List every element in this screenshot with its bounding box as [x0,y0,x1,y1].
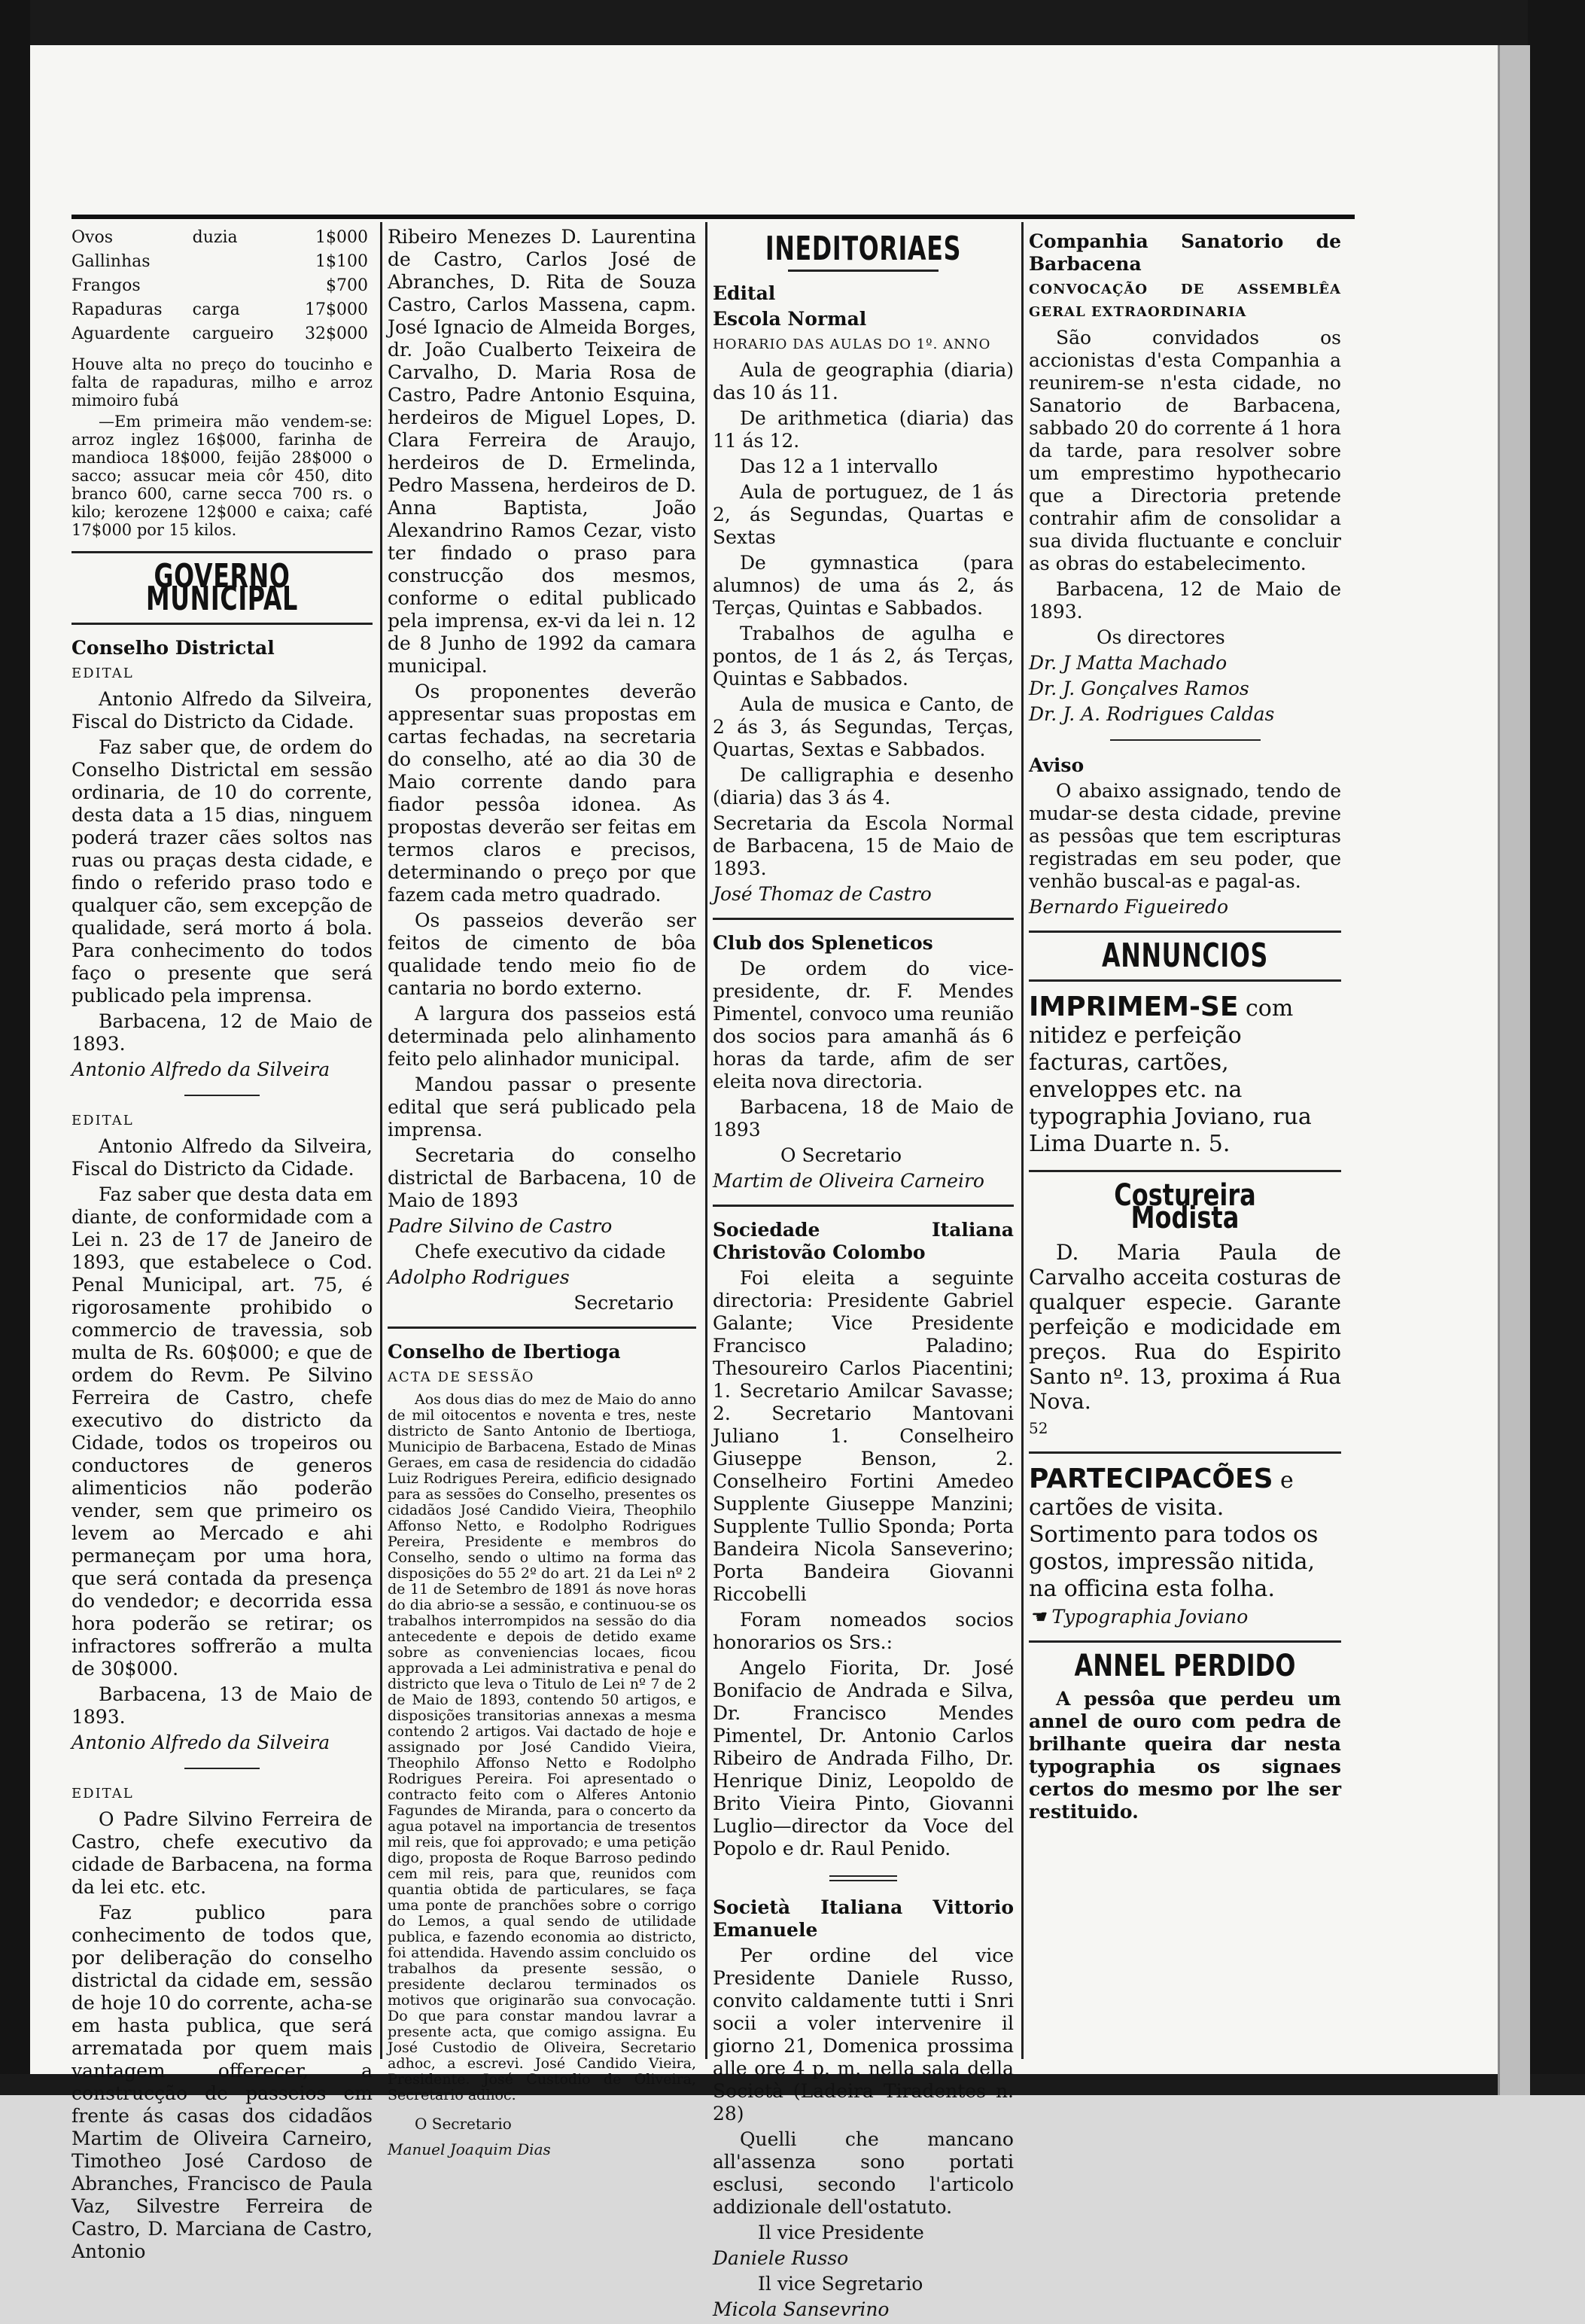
edital-text: Antonio Alfredo da Silveira, Fiscal do Districto da Cidade. [71,688,373,733]
separator [184,1768,260,1769]
director-name: Dr. J. Gonçalves Ramos [1029,678,1249,699]
horario-list [713,359,1014,809]
edital-label: Edital [713,282,776,304]
market-note-1: Houve alta no preço do toucinho e falta de rapaduras, milho e arroz mimoiro fubá [71,355,373,410]
edital-continuation: Mandou passar o presente edital que será publicado pela imprensa. [388,1074,696,1141]
companhia-text: São convidados os accionistas d'esta Companhia a reunirem-se n'esta cidade, no Sanatorio de Barbacena, sabbado 20 do corrente á 1 hora da tarde, para resolver sobre um emprestimo hypothecario que a Directoria pretende contrahir afim de consolidar a sua divida fluctuante e concluir as obras do estabelecimento. [1029,327,1341,574]
vittorio-title: Società Italiana Vittorio Emanuele [713,1896,1014,1941]
edital-label: EDITAL [71,1113,134,1128]
column-3 [713,226,1014,2324]
page-edge [1498,45,1530,2095]
ibertioga-text: Aos dous dias do mez de Maio do anno de mil oitocentos e noventa e tres, neste districto de Santo Antonio de Ibertioga, Municipio de Barbacena, Estado de Minas Geraes, em casa de residencia do cidadão Luiz Rodrigues Pereira, edificio designado para as sessões do Conselho, presentes os cidadãos José Candido Vieira, Theophilo Affonso Netto, e Rodolpho Rodrigues Pereira, Presidente e membros do Conselho, sendo o ultimo na forma das disposições do 55 2º do art. 21 da Lei nº 2 de 11 de Setembro de 1891 ás nove horas do dia abrio-se a sessão, e continuou-se os trabalhos interrompidos na sessão do dia antecedente e depois de detido exame sobre as conveniencias locaes, ficou approvada a Lei administrativa e penal do districto que leva o Titulo de Lei nº 7 de 2 de Maio de 1893, contendo 50 artigos, e disposições transitorias annexas a mesma contendo 2 artigos. Vai dactado de hoje e assignado por José Candido Vieira, Theophilo Affonso Netto e Rodolpho Rodrigues Pereira. Foi apresentado o contracto feito com o Alferes Antonio Fagundes de Miranda, para o concerto da agua potavel na importancia de tresentos mil reis, que foi approvado; e uma petição digo, proposta de Roque Barroso pedindo cem mil reis, para que, reunidos com quantia obtida de particulares, se faça uma ponte de pranchões sobre o corrigo do Lemos, a qual sendo de utilidade publica, e fazendo economia ao districto, foi attendida. Havendo assim concluido os trabalhos da presente sessão, o presidente declarou terminados os motivos que originarão sua convocação. Do que para constar mandou lavrar a presente acta, que comigo assigna. Eu José Custodio de Oliveira, Secretario adhoc, a escrevi. José Candido Vieira, Presidente. José Custodio de Oliveira, Secretario adhoc. [388,1391,696,2103]
escola-title: Escola Normal [713,308,867,330]
column-1 [71,226,373,2266]
price-unit: cargueiro [192,324,274,343]
horario-line: Das 12 a 1 intervallo [740,455,939,477]
ad-partecipacoes-text: e cartões de visita. Sortimento para todos os gostos, impressão nitida, na officina esta folha. [1029,1467,1319,1602]
ibertioga-signature: Manuel Joaquim Dias [388,2140,551,2158]
price-unit: carga [192,300,240,319]
separator [1110,739,1261,741]
horario-line: De gymnastica (para alumnos) de uma ás 2, ás Terças, Quintas e Sabbados. [713,552,1014,619]
scan-border-right [1528,0,1585,2095]
price-unit: duzia [192,228,238,247]
edital-label: EDITAL [71,1786,134,1802]
sociedade-text: Foram nomeados socios honorarios os Srs.: [713,1609,1014,1653]
director-name: Dr. J. A. Rodrigues Caldas [1029,703,1275,725]
escola-secretaria: Secretaria da Escola Normal de Barbacena, 15 de Maio de 1893. [713,812,1014,879]
market-note-2: —Em primeira mão vendem-se: arroz inglez 16$000, farinha de mandioca 18$000, feijão 28$000 o sacco; assucar meia côr 450, dito branco 600, carne secca 700 rs. o kilo; kerozene 12$000 e caixa; café 17$000 por 15 kilos. [71,413,373,539]
section-rule [713,918,1014,920]
edital-text: Faz saber que desta data em diante, de conformidade com a Lei n. 23 de 17 de Janeiro de 1893, que estabelece o Cod. Penal Municipal, art. 75, é rigorosamente prohibido o commercio de travessia, sob multa de Rs. 60$000; e que de ordem do Revm. Pe Silvino Ferreira de Castro, chefe executivo do districto da Cidade, todos os tropeiros ou conductores de generos alimenticios não poderão vender, sem que primeiro os levem ao Mercado e ahi permaneçam por uma hora, que será contada da presença do vendedor; e decorrida essa hora poderão se retirar; os infractores soffrerão a multa de 30$000. [71,1183,373,1680]
club-text: De ordem do vice-presidente, dr. F. Mendes Pimentel, convoco uma reunião dos socios para amanhã ás 6 horas da tarde, afim de ser eleita nova directoria. [713,958,1014,1092]
vittorio-role: Il vice Segretario [758,2273,923,2295]
edital-signature: Antonio Alfredo da Silveira [71,1732,330,1753]
section-rule [388,1326,696,1329]
edital-text: O Padre Silvino Ferreira de Castro, chefe executivo da cidade de Barbacena, na forma da lei etc. etc. [71,1808,373,1898]
price-price: 1$100 [315,252,368,271]
edital-text: Faz publico para conhecimento de todos que, por deliberação do conselho districtal da cidade em, sessão de hoje 10 do corrente, acha-se em hasta publica, que será arrematada por quem mais vantagem offerecer, a construcção de passeios em frente ás casas dos cidadãos Martim de Oliveira Carneiro, Timotheo José Cardoso de Abranches, Francisco de Paula Vaz, Silvestre Ferreira de Castro, D. Marciana de Castro, Antonio [71,1902,373,2262]
companhia-title: Companhia Sanatorio de Barbacena [1029,230,1341,275]
companhia-subtitle: CONVOCAÇÃO DE ASSEMBLÊA GERAL EXTRAORDINARIA [1029,282,1341,320]
signature: Padre Silvino de Castro [388,1215,613,1237]
price-unit [193,250,294,274]
companhia-date: Barbacena, 12 de Maio de 1893. [1029,578,1341,623]
club-date: Barbacena, 18 de Maio de 1893 [713,1096,1014,1141]
directors-list [1029,652,1341,726]
separator [184,1095,260,1096]
section-rule [1029,931,1341,933]
vittorio-role: Il vice Presidente [758,2222,924,2243]
section-rule [1029,1640,1341,1643]
signature-role: Secretario [573,1292,674,1314]
section-rule [1029,979,1341,982]
horario-line: Aula de portuguez, de 1 ás 2, ás Segundas, Quartas e Sextas [713,481,1014,548]
vittorio-text: Per ordine del vice Presidente Daniele Russo, convito caldamente tutti i Snri socii a voler intervenire il giorno 21, Domenica prossima alle ore 4 p. m. nella sala della Società (Ladeira Tiradentes n. 28) [713,1945,1014,2124]
horario-line: Aula de musica e Canto, de 2 ás 3, ás Segundas, Terças, Quartas, Sextas e Sabbados. [713,693,1014,760]
signature: Adolpho Rodrigues [388,1266,570,1288]
companhia-role: Os directores [1097,626,1225,648]
column-rule-2 [705,222,707,2059]
ad-costureira-title: Costureira Modista [1114,1178,1256,1235]
annuncios-title: ANNUNCIOS [1101,937,1269,975]
price-item: Rapaduras [71,300,163,319]
price-price: 1$000 [315,228,368,247]
edital-text: Antonio Alfredo da Silveira, Fiscal do Districto da Cidade. [71,1135,373,1180]
edital-date: Barbacena, 12 de Maio de 1893. [71,1010,373,1055]
separator [829,1875,897,1881]
ad-imprimem [1029,991,1341,1158]
edital-continuation: A largura dos passeios está determinada pelo alinhamento feito pelo alinhador municipal. [388,1003,696,1070]
edital-continuation: Ribeiro Menezes D. Laurentina de Castro, Carlos José de Abranches, D. Rita de Souza Castro, Carlos Massena, capm. José Ignacio de Almeida Borges, dr. João Cualberto Teixeira de Carvalho, D. Maria Rosa de Castro, Padre Antonio Esquina, herdeiros de Miguel Lopes, D. Clara Ferreira de Araujo, herdeiros de D. Ermelinda, Pedro Massena, herdeiros de D. Anna Baptista, João Alexandrino Ramos Cezar, visto ter findado o praso para construcção dos mesmos, conforme o edital publicado pela imprensa, ex-vi da lei n. 12 de 8 Junho de 1992 da camara municipal. [388,226,696,677]
edital-text: Faz saber que, de ordem do Conselho Districtal em sessão ordinaria, de 10 do corrente, desta data a 15 dias, ninguem poderá trazer cães soltos nas ruas ou praças desta cidade, e findo o referido praso todo e qualquer cão, sem excepção de qualidade, será morto á bola. Para conhecimento do todos faço o presente que será publicado pela imprensa. [71,736,373,1007]
top-rule [71,215,1355,219]
club-role: O Secretario [780,1144,902,1166]
edital-continuation: Secretaria do conselho districtal de Barbacena, 10 de Maio de 1893 [388,1144,696,1211]
ad-annel-text: A pessôa que perdeu um annel de ouro com pedra de brilhante queira dar nesta typographia os signaes certos do mesmo por lhe ser restituido. [1029,1688,1341,1823]
horario-line: Aula de geographia (diaria) das 10 ás 11. [713,359,1014,404]
signature-role: Chefe executivo da cidade [415,1241,666,1263]
ad-costureira-text: D. Maria Paula de Carvalho acceita costuras de qualquer especie. Garante perfeição e modicidade em preços. Rua do Espirito Santo nº. 13, proxima á Rua Nova. [1029,1240,1341,1414]
section-rule [1029,1451,1341,1454]
price-item: Frangos [71,276,141,295]
price-item: Aguardente [71,324,170,343]
section-rule [71,551,373,553]
price-unit [193,274,294,298]
horario-title: HORARIO DAS AULAS DO 1º. ANNO [713,337,991,352]
price-price: 17$000 [305,300,368,319]
ibertioga-label: ACTA DE SESSÃO [388,1369,535,1385]
aviso-signature: Bernardo Figueiredo [1029,896,1229,918]
vittorio-text: Quelli che mancano all'assenza sono portati esclusi, secondo l'articolo addizionale dell'ostatuto. [713,2128,1014,2218]
column-rule-1 [380,222,382,2059]
scan-border-top [0,0,1585,45]
section-rule [1029,1170,1341,1172]
ad-number: 52 [1029,1419,1048,1437]
section-rule [71,623,373,625]
price-item: Ovos [71,228,113,247]
edital-label: EDITAL [71,666,134,681]
horario-line: Trabalhos de agulha e pontos, de 1 ás 2, ás Terças, Quintas e Sabbados. [713,623,1014,690]
aviso-text: O abaixo assignado, tendo de mudar-se desta cidade, previne as pessôas que tem escripturas registradas em seu poder, que venhão buscal-as e pagal-as. [1029,780,1341,892]
section-title: GOVERNO MUNICIPAL [145,557,299,618]
sociedade-title: Sociedade Italiana Christovão Colombo [713,1219,1014,1263]
price-price: 32$000 [305,324,368,343]
pointing-hand-icon: ☚ [1029,1606,1046,1628]
price-table [71,226,373,346]
horario-line: De calligraphia e desenho (diaria) das 3 ás 4. [713,764,1014,809]
column-4 [1029,226,1341,1826]
edital-date: Barbacena, 13 de Maio de 1893. [71,1683,373,1728]
ibertioga-role: O Secretario [415,2115,512,2133]
price-row [71,298,373,322]
escola-signature: José Thomaz de Castro [713,883,932,905]
ad-imprimem-text: com nitidez e perfeição facturas, cartões, enveloppes etc. na typographia Joviano, rua Lima Duarte n. 5. [1029,995,1312,1157]
column-2 [388,226,696,2164]
section-rule [713,1205,1014,1207]
section-title: INEDITORIAES [765,230,962,268]
vittorio-signature: Daniele Russo [713,2247,849,2269]
club-signature: Martim de Oliveira Carneiro [713,1170,984,1192]
typographia-signature: Typographia Joviano [1051,1606,1249,1628]
section-rule [788,270,939,272]
price-row [71,274,373,298]
edital-continuation: Os passeios deverão ser feitos de cimento de bôa qualidade tendo meio fio de cantaria no bordo externo. [388,909,696,999]
ad-annel-title: ANNEL PERDIDO [1074,1649,1296,1683]
column-rule-3 [1021,222,1024,2059]
sociedade-text: Foi eleita a seguinte directoria: Presidente Gabriel Galante; Vice Presidente Francisco Paladino; Thesoureiro Carlos Piacentini; 1. Secretario Amilcar Savasse; 2. Secretario Mantovani Juliano 1. Conselheiro Giuseppe Benson, 2. Conselheiro Fortini Amedeo Supplente Giuseppe Manzini; Supplente Tullio Sponda; Porta Bandeira Nicola Sanseverino; Porta Bandeira Giovanni Riccobelli [713,1267,1014,1605]
price-item: Gallinhas [71,252,151,271]
ad-partecipacoes-heading: PARTECIPACÕES [1029,1464,1273,1494]
horario-line: De arithmetica (diaria) das 11 ás 12. [713,407,1014,452]
club-title: Club dos Spleneticos [713,932,933,954]
price-row [71,250,373,274]
sociedade-text: Angelo Fiorita, Dr. José Bonifacio de Andrada e Silva, Dr. Francisco Mendes Pimentel, Dr. Antonio Carlos Ribeiro de Andrada Filho, Dr. Henrique Diniz, Leopoldo de Brito Vieira Pinto, Giovanni Luglio—director da Voce del Popolo e dr. Raul Penido. [713,1657,1014,1860]
vittorio-signature: Micola Sansevrino [713,2298,890,2320]
price-price: $700 [326,276,368,295]
aviso-title: Aviso [1029,754,1085,776]
price-row [71,226,373,250]
ad-partecipacoes [1029,1466,1341,1603]
edital-continuation: Os proponentes deverão appresentar suas propostas em cartas fechadas, na secretaria do conselho, até ao dia 30 de Maio corrente dando para fiador pessôa idonea. As propostas deverão ser feitas em termos claros e precisos, determinando o preço por que fazem cada metro quadrado. [388,681,696,906]
ad-imprimem-heading: IMPRIMEM-SE [1029,991,1239,1022]
director-name: Dr. J Matta Machado [1029,652,1228,674]
conselho-title: Conselho Districtal [71,637,275,659]
scan-border-left [0,0,30,2095]
price-row [71,322,373,346]
ibertioga-title: Conselho de Ibertioga [388,1341,621,1363]
ad-partecipacoes-signature [1029,1606,1341,1628]
edital-signature: Antonio Alfredo da Silveira [71,1058,330,1080]
